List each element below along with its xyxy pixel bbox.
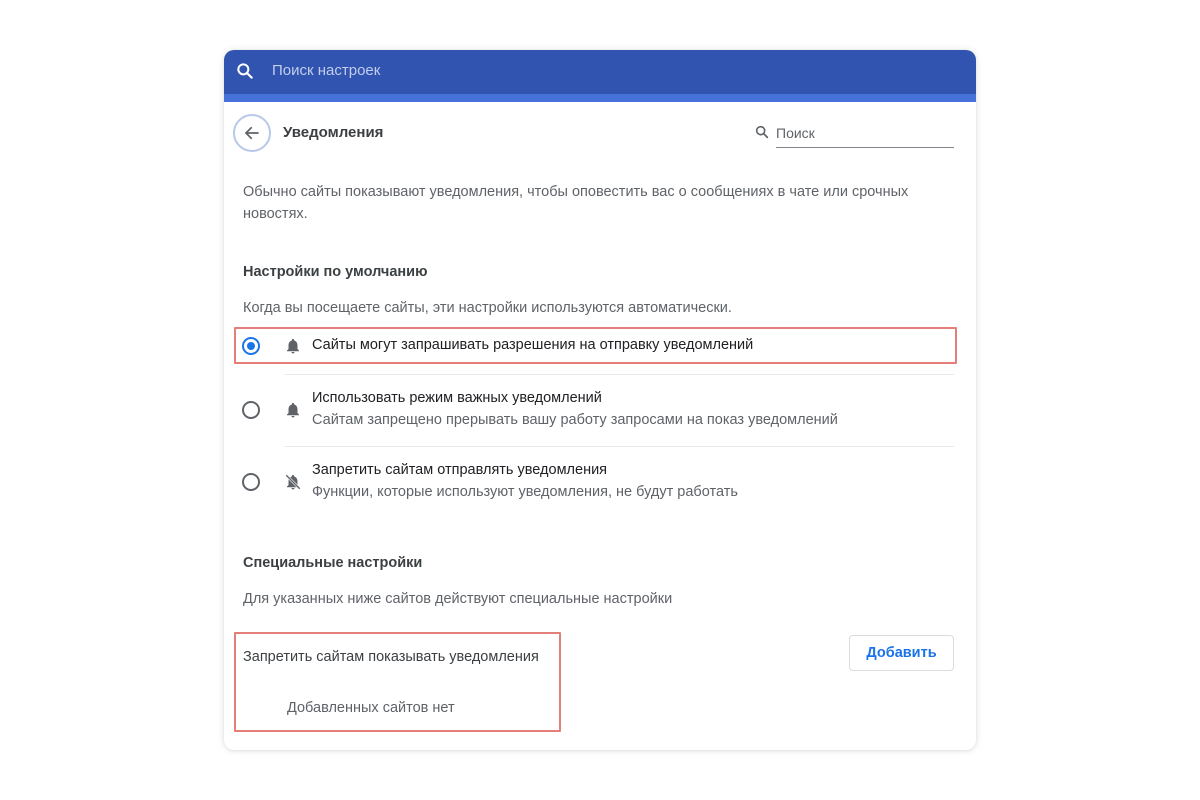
- option-label: Сайты могут запрашивать разрешения на отправку уведомлений: [312, 337, 754, 353]
- arrow-back-icon: [243, 124, 261, 142]
- bell-icon: [284, 401, 302, 419]
- settings-search-input[interactable]: Поиск настроек: [272, 62, 381, 79]
- settings-window: [224, 50, 976, 750]
- option-label: Запретить сайтам отправлять уведомления: [312, 462, 608, 478]
- topbar-strip: [224, 94, 976, 102]
- default-settings-heading: Настройки по умолчанию: [243, 264, 428, 280]
- option-quiet-mode[interactable]: [224, 380, 976, 440]
- page-description: Обычно сайты показывают уведомления, чтобы оповестить вас о сообщениях в чате или срочных новостях.: [243, 184, 909, 222]
- block-list-title: Запретить сайтам показывать уведомления: [243, 649, 539, 665]
- divider: [284, 446, 954, 447]
- option-sublabel: Сайтам запрещено прерывать вашу работу запросами на показ уведомлений: [312, 412, 838, 428]
- divider: [284, 374, 954, 375]
- radio-block-notifications[interactable]: [242, 473, 260, 491]
- add-site-button[interactable]: Добавить: [849, 635, 954, 671]
- page-search-input[interactable]: [776, 118, 954, 148]
- custom-settings-subtitle: Для указанных ниже сайтов действуют специальные настройки: [243, 591, 673, 607]
- block-list-empty-text: Добавленных сайтов нет: [287, 700, 455, 716]
- settings-topbar: [224, 50, 976, 94]
- bell-off-icon: [284, 473, 302, 491]
- back-button[interactable]: [233, 114, 271, 152]
- option-label: Использовать режим важных уведомлений: [312, 390, 602, 406]
- option-allow-requests[interactable]: [224, 328, 976, 364]
- highlight-box-block-list: [234, 632, 561, 732]
- radio-allow-requests[interactable]: [242, 337, 260, 355]
- option-sublabel: Функции, которые используют уведомления, не будут работать: [312, 484, 738, 500]
- search-icon[interactable]: [235, 61, 255, 81]
- radio-quiet-mode[interactable]: [242, 401, 260, 419]
- option-block-notifications[interactable]: [224, 452, 976, 512]
- bell-icon: [284, 337, 302, 355]
- default-settings-subtitle: Когда вы посещаете сайты, эти настройки используются автоматически.: [243, 300, 732, 316]
- page-title: Уведомления: [283, 124, 384, 141]
- custom-settings-heading: Специальные настройки: [243, 555, 423, 571]
- search-icon: [754, 124, 770, 140]
